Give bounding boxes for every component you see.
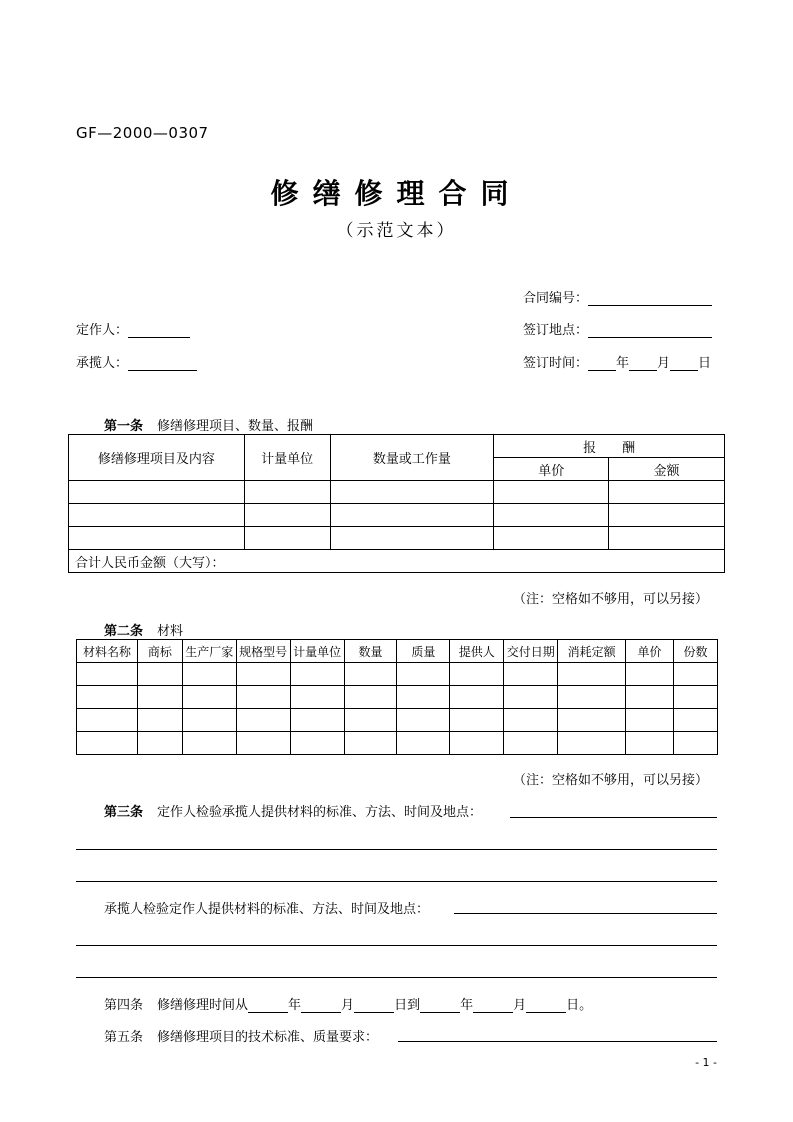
- materials-col-consumption-quota: 消耗定额: [558, 640, 626, 663]
- article3-label: 第三条: [104, 805, 144, 820]
- materials-col-copies: 份数: [673, 640, 717, 663]
- table-row: [77, 663, 718, 686]
- sign-year-blank[interactable]: [588, 356, 616, 371]
- table-row: [77, 732, 718, 755]
- contract-number-label: 合同编号：: [523, 291, 589, 306]
- article5-text: 修缮修理项目的技术标准、质量要求：: [157, 1030, 379, 1045]
- day-label: 日: [698, 356, 712, 371]
- table-row: [77, 709, 718, 732]
- month-label: 月: [513, 998, 527, 1013]
- article1-heading: [104, 415, 313, 434]
- article2-label: 第二条: [104, 624, 144, 639]
- materials-col-quantity: 数量: [344, 640, 397, 663]
- document-subtitle: （示范文本）: [336, 221, 457, 241]
- day-to-label: 日到: [394, 998, 421, 1013]
- month-label: 月: [341, 998, 355, 1013]
- article4-label: 第四条: [104, 998, 144, 1013]
- table-row: [69, 504, 725, 527]
- table-row: [69, 527, 725, 550]
- sign-time-label: 签订时间：: [523, 356, 589, 371]
- materials-col-brand: 商标: [137, 640, 182, 663]
- article3-text2: 承揽人检验定作人提供材料的标准、方法、时间及地点：: [104, 902, 430, 917]
- materials-col-unit: 计量单位: [290, 640, 344, 663]
- year-label: 年: [460, 998, 474, 1013]
- materials-col-quality: 质量: [397, 640, 450, 663]
- fee-col-item: 修缮修理项目及内容: [69, 435, 245, 481]
- fee-col-remuneration: 报 酬: [494, 435, 725, 458]
- article2-note: （注：空格如不够用，可以另接）: [512, 773, 708, 788]
- materials-col-spec: 规格型号: [236, 640, 290, 663]
- end-day-blank[interactable]: [526, 998, 566, 1013]
- contract-number-field: [523, 287, 712, 306]
- article2-title: 材料: [157, 624, 184, 639]
- article3-blank-4[interactable]: [454, 913, 717, 914]
- materials-col-delivery-date: 交付日期: [504, 640, 558, 663]
- fee-col-unit: 计量单位: [244, 435, 330, 481]
- sign-place-blank[interactable]: [588, 323, 712, 338]
- article3-blank-1[interactable]: [510, 817, 717, 818]
- sign-month-blank[interactable]: [629, 356, 657, 371]
- contractor-blank[interactable]: [128, 323, 190, 338]
- year-label: 年: [288, 998, 302, 1013]
- materials-col-name: 材料名称: [77, 640, 138, 663]
- article5-label: 第五条: [104, 1030, 144, 1045]
- sign-day-blank[interactable]: [670, 356, 698, 371]
- materials-table: [76, 639, 718, 755]
- article3-blank-2[interactable]: [76, 849, 717, 850]
- undertaker-label: 承揽人：: [76, 356, 129, 371]
- fee-col-amount: 金额: [609, 458, 725, 481]
- undertaker-field: [76, 352, 197, 371]
- end-year-blank[interactable]: [420, 998, 460, 1013]
- article5-blank[interactable]: [398, 1041, 717, 1042]
- start-month-blank[interactable]: [301, 998, 341, 1013]
- start-day-blank[interactable]: [354, 998, 394, 1013]
- table-row: [77, 686, 718, 709]
- materials-col-manufacturer: 生产厂家: [182, 640, 236, 663]
- article3-blank-6[interactable]: [76, 977, 717, 978]
- materials-col-provider: 提供人: [450, 640, 504, 663]
- document-code: GF—2000—0307: [76, 124, 209, 142]
- contractor-label: 定作人：: [76, 323, 129, 338]
- sign-time-field: [523, 352, 711, 371]
- article3-line1: [104, 801, 482, 820]
- contractor-field: [76, 319, 190, 338]
- article2-heading: [104, 620, 183, 639]
- fee-table: [68, 434, 725, 573]
- document-title: 修缮修理合同: [270, 177, 523, 210]
- start-year-blank[interactable]: [248, 998, 288, 1013]
- article3-blank-5[interactable]: [76, 945, 717, 946]
- article1-note: （注：空格如不够用，可以另接）: [512, 592, 708, 607]
- undertaker-blank[interactable]: [128, 356, 197, 371]
- contract-number-blank[interactable]: [588, 291, 712, 306]
- page-number: - 1 -: [695, 1056, 717, 1069]
- materials-col-unit-price: 单价: [626, 640, 674, 663]
- article3-text1: 定作人检验承揽人提供材料的标准、方法、时间及地点：: [157, 805, 483, 820]
- fee-total-row[interactable]: 合计人民币金额（大写）：: [69, 550, 725, 573]
- year-label: 年: [616, 356, 630, 371]
- fee-col-quantity: 数量或工作量: [330, 435, 494, 481]
- article4-text: 修缮修理时间从: [157, 998, 249, 1013]
- sign-place-label: 签订地点：: [523, 323, 589, 338]
- sign-place-field: [523, 319, 712, 338]
- article1-title: 修缮修理项目、数量、报酬: [157, 419, 314, 434]
- fee-col-unit-price: 单价: [494, 458, 609, 481]
- end-month-blank[interactable]: [473, 998, 513, 1013]
- table-row: [69, 481, 725, 504]
- article3-blank-3[interactable]: [76, 881, 717, 882]
- month-label: 月: [657, 356, 671, 371]
- article5-line: [104, 1026, 378, 1045]
- day-end-label: 日。: [566, 998, 593, 1013]
- article4-line: [104, 994, 592, 1013]
- article1-label: 第一条: [104, 419, 144, 434]
